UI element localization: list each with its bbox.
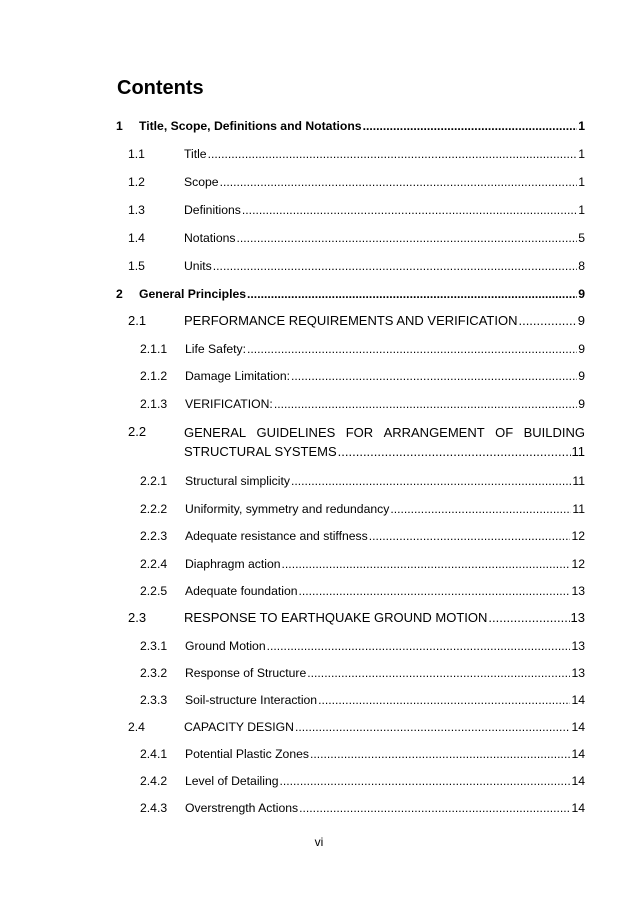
toc-number: 2.4.2	[140, 774, 168, 788]
toc-number: 2.3	[128, 610, 147, 625]
leader-dots	[274, 397, 577, 411]
toc-label: Definitions	[184, 203, 241, 217]
toc-page-number: 11	[572, 502, 585, 516]
leader-dots	[518, 314, 576, 328]
toc-page-number: 11	[571, 444, 585, 459]
leader-dots	[247, 287, 577, 301]
toc-number: 2.2.2	[140, 502, 168, 516]
toc-label: Ground Motion	[185, 639, 266, 653]
toc-page-number: 14	[571, 747, 585, 761]
toc-number: 2.1.1	[140, 342, 168, 356]
leader-dots	[291, 369, 577, 383]
toc-label: Adequate resistance and stiffness	[185, 529, 368, 543]
toc-page-number: 14	[571, 693, 585, 707]
toc-label: Uniformity, symmetry and redundancy	[185, 502, 390, 516]
leader-dots	[208, 147, 578, 161]
toc-number: 1.5	[128, 259, 145, 273]
leader-dots	[338, 445, 571, 459]
leader-dots	[299, 801, 570, 815]
toc-page-number: 12	[571, 529, 585, 543]
toc-number: 2.2	[128, 424, 147, 439]
toc-number: 2.1	[128, 313, 147, 328]
toc-number: 1.4	[128, 231, 145, 245]
toc-page-number: 14	[571, 774, 585, 788]
toc-page-number: 5	[578, 231, 585, 245]
toc-label: Adequate foundation	[185, 584, 298, 598]
toc-label-word: ARRANGEMENT	[383, 425, 485, 440]
leader-dots	[282, 557, 571, 571]
toc-page-number: 1	[578, 119, 585, 133]
leader-dots	[488, 611, 569, 625]
toc-label-word: GUIDELINES	[256, 425, 336, 440]
toc-number: 2.3.2	[140, 666, 168, 680]
toc-label-word: GENERAL	[184, 425, 247, 440]
toc-number: 2.3.1	[140, 639, 168, 653]
leader-dots	[307, 666, 570, 680]
leader-dots	[318, 693, 570, 707]
toc-label: General Principles	[139, 287, 247, 301]
toc-label-line-2: STRUCTURAL SYSTEMS	[184, 444, 337, 459]
toc-number: 2.2.3	[140, 529, 168, 543]
toc-page-number: 9	[578, 397, 585, 411]
leader-dots	[213, 259, 577, 273]
leader-dots	[295, 720, 571, 734]
toc-label: Life Safety:	[185, 342, 246, 356]
toc-page-number: 9	[578, 369, 585, 383]
page-title: Contents	[117, 77, 204, 99]
toc-label: Potential Plastic Zones	[185, 747, 309, 761]
toc-number: 2.1.3	[140, 397, 168, 411]
toc-number: 2.4.1	[140, 747, 168, 761]
toc-label: Structural simplicity	[185, 474, 290, 488]
toc-page-number: 13	[571, 666, 585, 680]
leader-dots	[299, 584, 571, 598]
toc-page-number: 14	[571, 720, 585, 734]
leader-dots	[267, 639, 571, 653]
leader-dots	[363, 119, 578, 133]
toc-page-number: 9	[577, 313, 585, 328]
toc-label: RESPONSE TO EARTHQUAKE GROUND MOTION	[184, 610, 488, 625]
toc-page-number: 9	[578, 342, 585, 356]
toc-number: 2.1.2	[140, 369, 168, 383]
toc-number: 1.3	[128, 203, 145, 217]
toc-page-number: 13	[570, 610, 585, 625]
leader-dots	[390, 502, 571, 516]
toc-label-line-1	[184, 425, 585, 440]
toc-page-number: 1	[578, 203, 585, 217]
toc-label: Title	[184, 147, 207, 161]
toc-number: 2.3.3	[140, 693, 168, 707]
toc-page-number: 12	[571, 557, 585, 571]
toc-label-word: FOR	[345, 425, 374, 440]
toc-label: Diaphragm action	[185, 557, 281, 571]
toc-number: 2.4	[128, 720, 145, 734]
toc-page-number: 8	[578, 259, 585, 273]
toc-page-number: 11	[572, 474, 585, 488]
toc-label-word: BUILDING	[523, 425, 585, 440]
toc-number: 2.4.3	[140, 801, 168, 815]
toc-label: Overstrength Actions	[185, 801, 299, 815]
toc-number: 1	[116, 119, 123, 133]
toc-number: 1.1	[128, 147, 145, 161]
leader-dots	[280, 774, 571, 788]
leader-dots	[220, 175, 578, 189]
toc-label: CAPACITY DESIGN	[184, 720, 294, 734]
toc-label: Level of Detailing	[185, 774, 279, 788]
leader-dots	[237, 231, 578, 245]
toc-number: 2.2.1	[140, 474, 168, 488]
leader-dots	[310, 747, 570, 761]
toc-page-number: 14	[571, 801, 585, 815]
toc-label-word: OF	[495, 425, 514, 440]
toc-number: 2.2.4	[140, 557, 168, 571]
toc-label: Notations	[184, 231, 236, 245]
toc-label: Damage Limitation:	[185, 369, 290, 383]
leader-dots	[291, 474, 571, 488]
toc-label: Units	[184, 259, 212, 273]
toc-page-number: 9	[578, 287, 585, 301]
toc-label: Response of Structure	[185, 666, 307, 680]
toc-page-number: 1	[578, 175, 585, 189]
toc-number: 1.2	[128, 175, 145, 189]
toc-page-number: 1	[578, 147, 585, 161]
leader-dots	[247, 342, 577, 356]
toc-page-number: 13	[571, 639, 585, 653]
toc-label: Soil-structure Interaction	[185, 693, 318, 707]
toc-number: 2	[116, 287, 123, 301]
page-number-footer: vi	[314, 835, 324, 849]
leader-dots	[369, 529, 571, 543]
toc-page-number: 13	[571, 584, 585, 598]
toc-label: Title, Scope, Definitions and Notations	[139, 119, 362, 133]
leader-dots	[242, 203, 577, 217]
toc-label: VERIFICATION:	[185, 397, 273, 411]
toc-label: PERFORMANCE REQUIREMENTS AND VERIFICATION	[184, 313, 518, 328]
toc-label: Scope	[184, 175, 219, 189]
toc-number: 2.2.5	[140, 584, 168, 598]
